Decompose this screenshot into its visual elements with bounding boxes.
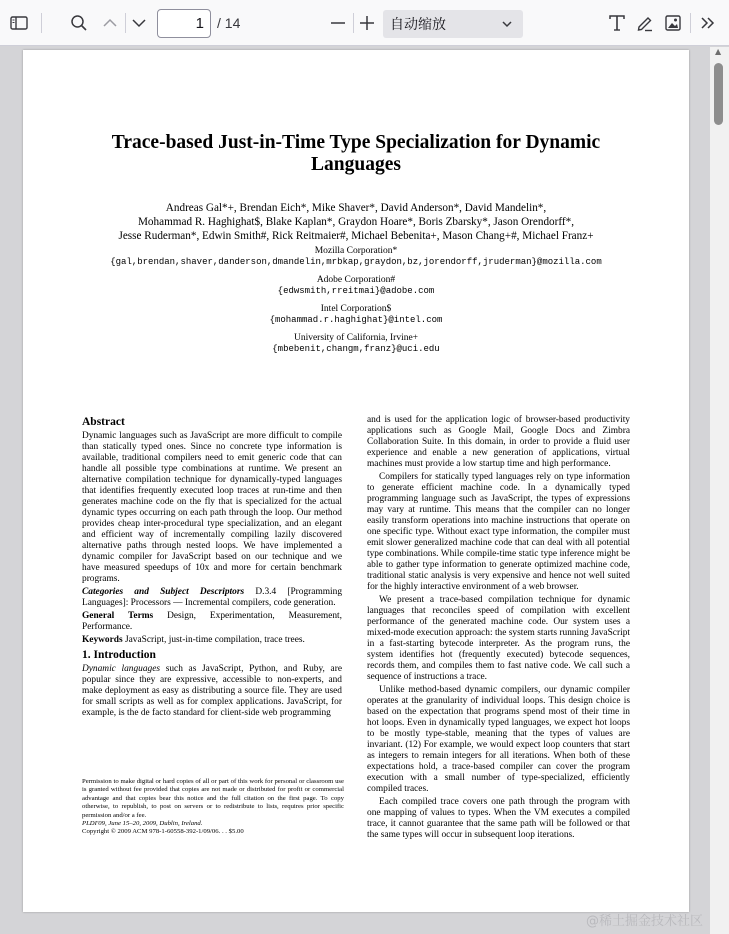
document-viewer[interactable] xyxy=(0,47,710,934)
more-tools-button[interactable] xyxy=(695,9,721,37)
zoom-out-icon xyxy=(330,15,346,31)
image-tool-button[interactable] xyxy=(660,9,686,37)
chevron-down-icon xyxy=(501,18,513,30)
image-tool-icon xyxy=(664,14,682,32)
search-icon xyxy=(70,14,88,32)
paragraph: and is used for the application logic of browser-based productivity applications such as Google Mail, Google Docs and Zimbra Collaboration Suite. In this domain, in order to provide a fluid user experience and enable a new generation of applications, virtual machines must provide a low startup time and high performance. xyxy=(367,415,630,469)
previous-page-button[interactable] xyxy=(97,9,123,37)
affiliation: University of California, Irvine+ {mbebenit,changm,franz}@uci.edu xyxy=(272,333,440,354)
zoom-select-value: 自动缩放 xyxy=(390,17,446,33)
page-count: / 14 xyxy=(217,15,241,31)
introduction-heading: 1. Introduction xyxy=(82,649,156,661)
more-tools-icon xyxy=(700,15,716,31)
right-column xyxy=(367,415,630,843)
paper-title: Trace-based Just-in-Time Type Specialization for Dynamic Languages xyxy=(111,132,601,175)
text-tool-button[interactable] xyxy=(604,9,630,37)
abstract-text: Dynamic languages such as JavaScript are more difficult to compile than statically typed ones. Since no concrete type information is available, traditional compilers need to emit generic code that can handle all possible type combinations at runtime. We present an alternative compilation technique for dynamically-typed languages that identifies frequently executed loop traces at run-time and then generates machine code on the fly that is specialized for the actual dynamic types occurring on each path through the loop. Our method provides cheap inter-procedural type specialization, and an elegant and efficient way of incrementally compiling lazily discovered alternative paths through nested loops. We have implemented a dynamic compiler for JavaScript based on our technique and we have measured speedups of 10x and more for certain benchmark programs. xyxy=(82,431,342,584)
next-page-icon xyxy=(131,15,147,31)
previous-page-icon xyxy=(102,15,118,31)
find-button[interactable] xyxy=(66,9,92,37)
text-tool-icon xyxy=(608,14,626,32)
categories-block: Categories and Subject Descriptors D.3.4 [Programming Languages]: Processors — Incremental compilers, code generation. xyxy=(82,587,343,608)
draw-tool-icon xyxy=(636,14,654,32)
zoom-in-icon xyxy=(359,15,375,31)
draw-tool-button[interactable] xyxy=(632,9,658,37)
general-terms-block: General Terms Design, Experimentation, Measurement, Performance. xyxy=(82,611,342,632)
pdf-toolbar xyxy=(0,0,729,46)
scroll-up-arrow-icon[interactable]: ▲ xyxy=(715,47,722,56)
introduction-text: Dynamic languages such as JavaScript, Python, and Ruby, are popular since they are expressive, accessible to non-experts, and make deployment as easy as distributing a source file. They are used for small scripts as well as for complex applications. JavaScript, for example, is the de facto standard for client-side web programming xyxy=(82,664,342,718)
abstract-heading: Abstract xyxy=(82,416,125,428)
zoom-in-button[interactable] xyxy=(354,9,380,37)
paragraph: Compilers for statically typed languages rely on type information to generate efficient machine code. In a dynamically typed programming language such as JavaScript, the types of expressions may vary at runtime. This means that the compiler can no longer easily transform operations into machine instructions that operate on one specific type. Without exact type information, the compiler must emit slower generalized machine code that can deal with all potential type combinations. While compile-time static type inference might be able to gather type information to generate optimized machine code, traditional static analysis is very expensive and hence not well suited for the highly interactive environment of a web browser. xyxy=(367,472,630,592)
vertical-scrollbar[interactable] xyxy=(710,47,729,934)
zoom-select[interactable] xyxy=(383,10,523,38)
page-number-input[interactable] xyxy=(157,9,211,38)
copyright-footnote: Permission to make digital or hard copies of all or part of this work for personal or classroom use is granted without fee provided that copies are not made or distributed for profit or commercial advantage and that copies bear this notice and the full citation on the first page. To copy otherwise, to republish, to post on servers or to redistribute to lists, requires prior specific permission and/or a fee. PLDI'09, June 15–20, 2009, Dublin, Ireland. Copyright © 2009 ACM 978-1-60558-392-1/09/06. . . $5.00 xyxy=(82,778,344,836)
paragraph: We present a trace-based compilation technique for dynamic languages that reconciles speed of compilation with excellent performance of the generated machine code. Our system uses a mixed-mode execution approach: the system starts running JavaScript in a fast-starting bytecode interpreter. As the program runs, the system identifies hot (frequently executed) bytecode sequences, records them, and compiles them to fast native code. We call such a sequence of instructions a trace. xyxy=(367,595,630,682)
toolbar-separator xyxy=(690,13,691,33)
watermark-text: @稀土掘金技术社区 xyxy=(586,914,704,929)
pdf-page xyxy=(23,50,689,912)
keywords-block: Keywords JavaScript, just-in-time compilation, trace trees. xyxy=(82,635,305,645)
paragraph: Each compiled trace covers one path through the program with one mapping of values to types. When the VM executes a compiled trace, it cannot guarantee that the same path will be followed or that the same types will occur in subsequent loop iterations. xyxy=(367,797,630,840)
author-list: Andreas Gal*+, Brendan Eich*, Mike Shaver*, David Anderson*, David Mandelin*, Mohammad R. Haghighat$, Blake Kaplan*, Graydon Hoare*, Boris Zbarsky*, Jason Orendorff*, Jesse Ruderman*, Edwin Smith#, Rick Reitmaier#, Michael Bebenita+, Mason Chang+#, Michael Franz+ xyxy=(118,202,594,242)
affiliation: Intel Corporation$ {mohammad.r.haghighat}@intel.com xyxy=(269,304,443,325)
left-column xyxy=(82,415,342,721)
zoom-out-button[interactable] xyxy=(325,9,351,37)
toolbar-separator xyxy=(41,13,42,33)
affiliation: Adobe Corporation# {edwsmith,rreitmai}@adobe.com xyxy=(277,275,435,296)
paragraph: Unlike method-based dynamic compilers, our dynamic compiler operates at the granularity of individual loops. This design choice is based on the expectation that programs spend most of their time in hot loops. Even in dynamically typed languages, we expect hot loops to be mostly type-stable, meaning that the types of values are invariant. (12) For example, we would expect loop counters that start as integers to remain integers for all iterations. When both of these expectations hold, a trace-based compiler can cover the program execution with a small number of type-specialized, efficiently compiled traces. xyxy=(367,685,630,794)
sidebar-toggle-button[interactable] xyxy=(6,9,32,37)
affiliation: Mozilla Corporation* {gal,brendan,shaver,danderson,dmandelin,mrbkap,graydon,bz,jorendorff,jruderman}@mozilla.com xyxy=(110,246,602,267)
scrollbar-thumb[interactable] xyxy=(714,63,723,125)
sidebar-toggle-icon xyxy=(10,15,28,31)
next-page-button[interactable] xyxy=(126,9,152,37)
